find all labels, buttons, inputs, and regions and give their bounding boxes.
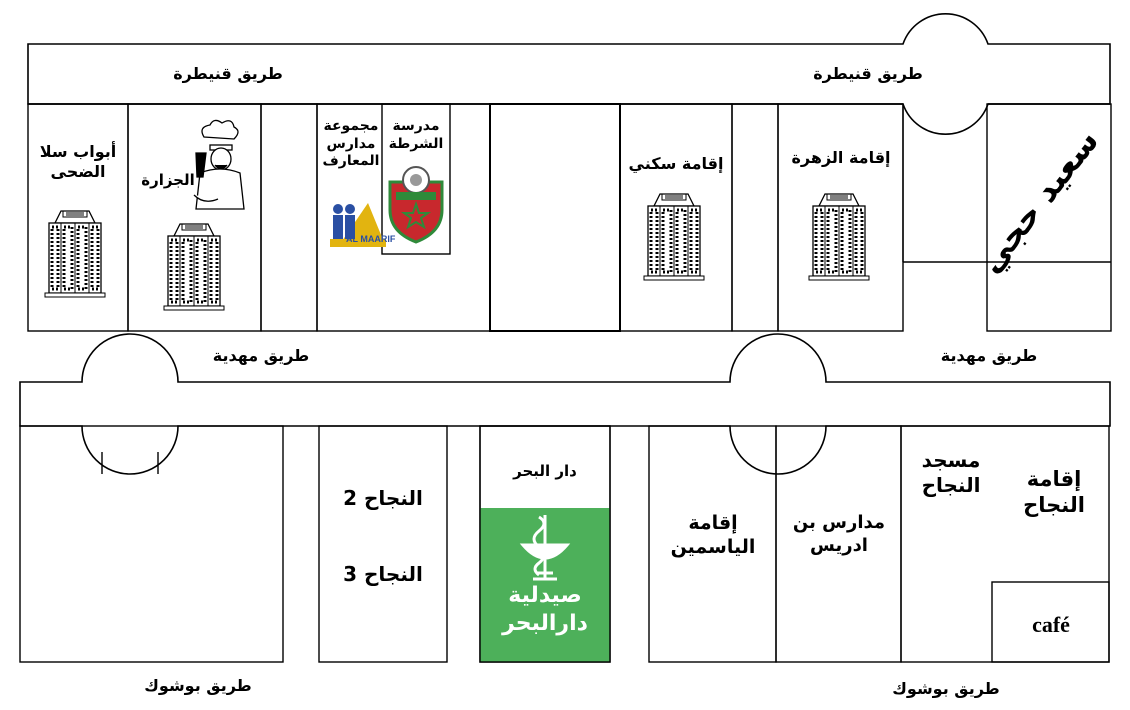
road-label-bouchouk-left: طريق بوشوك [144, 676, 252, 695]
label-cafe: café [1032, 612, 1070, 637]
road-label-kenitra-left: طريق قنيطرة [173, 64, 283, 83]
label-iqama-zahra: إقامة الزهرة [791, 148, 891, 167]
label-abwab-sala: أبواب سلا الضحى [39, 142, 117, 181]
label-masjid-najah: مسجد النجاح [921, 448, 981, 497]
butcher-icon [194, 120, 244, 209]
label-dar-bahr: دار البحر [513, 462, 577, 480]
building-icon [644, 194, 704, 280]
road-label-bouchouk-right: طريق بوشوك [892, 679, 1000, 698]
building-icon [164, 224, 224, 310]
road-label-mehdia-right: طريق مهدية [940, 346, 1038, 365]
label-iqama-yasmine: إقامة الياسمين [670, 512, 756, 558]
label-police-school: مدرسة الشرطة [388, 118, 444, 152]
label-najah2: النجاح 2 [343, 486, 423, 510]
label-butcher: الجزارة [141, 171, 195, 189]
maarif-logo-text: AL MAARIF [346, 234, 396, 244]
label-said-hajji: سعيد حجي [971, 122, 1107, 281]
label-pharmacy: صيدلية دارالبحر [502, 583, 588, 636]
building-icon [809, 194, 869, 280]
label-iqama-sakani: إقامة سكني [628, 154, 724, 173]
label-najah3: النجاح 3 [343, 562, 423, 586]
label-almaarif: مجموعة مدارس المعارف [322, 118, 380, 169]
police-emblem-icon [390, 167, 442, 242]
label-iqama-najah: إقامة النجاح [1023, 467, 1085, 518]
road-label-mehdia-left: طريق مهدية [212, 346, 310, 365]
road-label-kenitra-right: طريق قنيطرة [813, 64, 923, 83]
building-icon [45, 211, 105, 297]
label-madaris-idriss: مدارس بن ادريس [792, 512, 886, 556]
